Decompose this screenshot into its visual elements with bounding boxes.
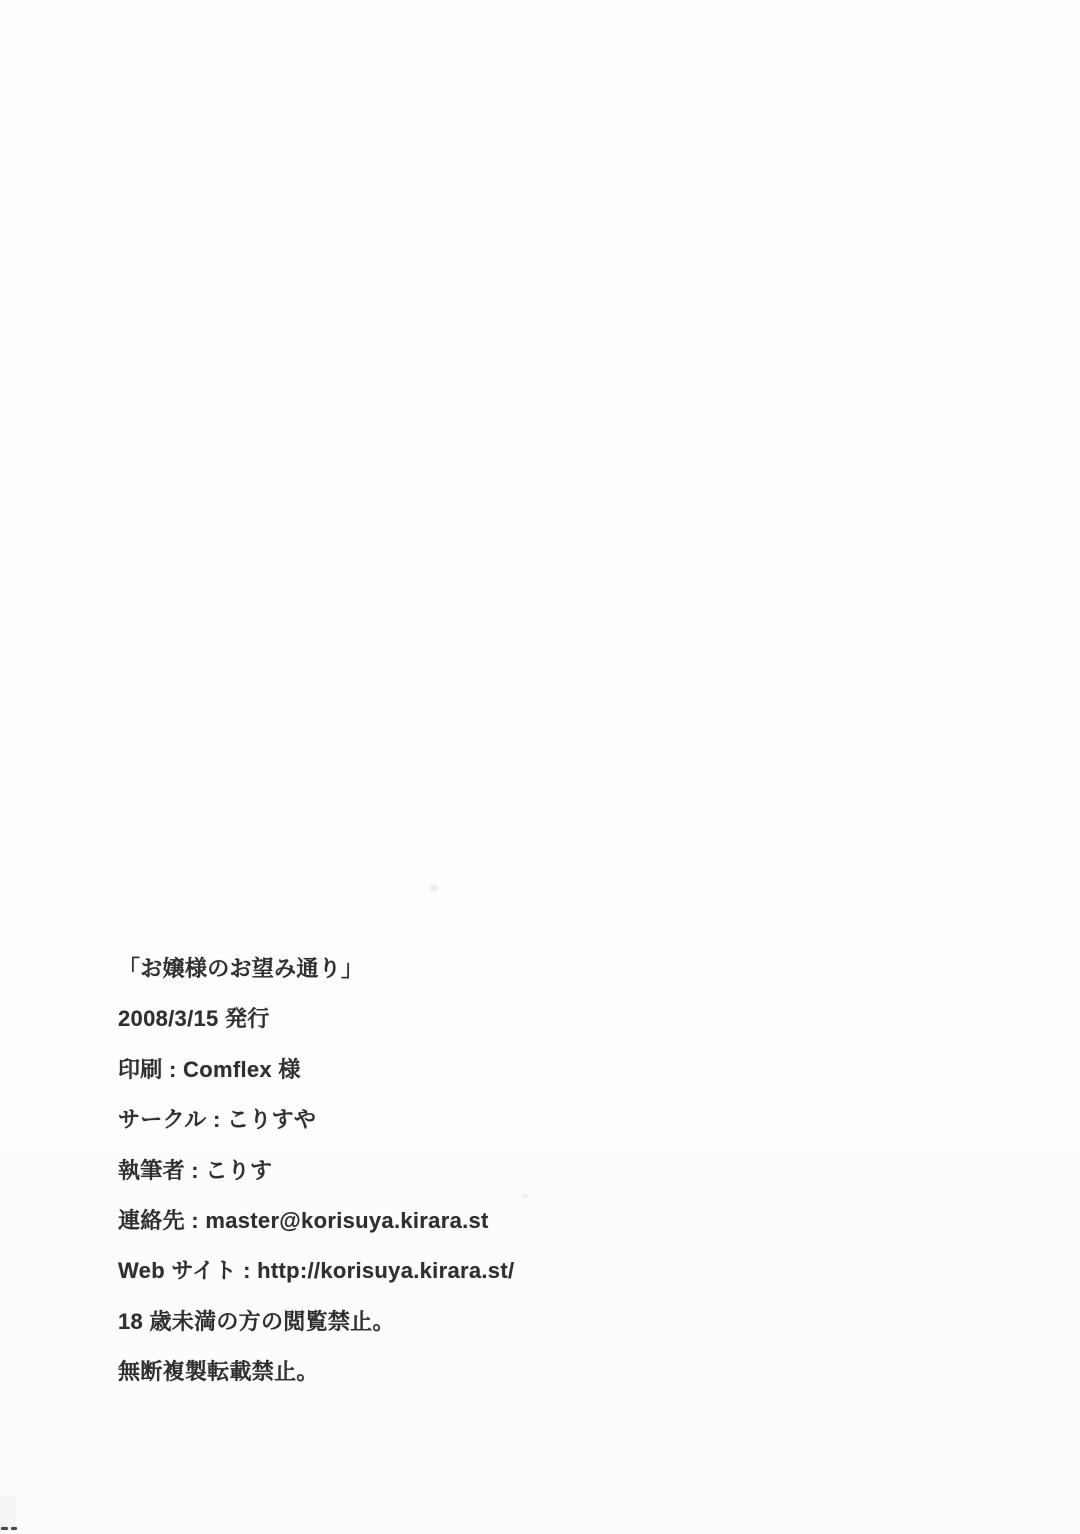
age-restriction-note: 18 歳未満の方の閲覧禁止。 xyxy=(118,1308,395,1334)
no-reproduction-note: 無断複製転載禁止。 xyxy=(118,1359,319,1385)
circle-name: サークル : こりすや xyxy=(118,1107,317,1133)
contact-email: 連絡先 : master@korisuya.kirara.st xyxy=(118,1207,489,1233)
doujin-title: 「お嬢様のお望み通り」 xyxy=(118,956,364,981)
author-name: 執筆者 : こりす xyxy=(118,1157,273,1183)
printer-credit: 印刷 : Comflex 様 xyxy=(118,1056,301,1082)
website-url: Web サイト : http://korisuya.kirara.st/ xyxy=(118,1258,515,1284)
scan-speck xyxy=(522,1193,528,1198)
scan-corner-mark xyxy=(1,1527,8,1530)
scan-corner-mark xyxy=(11,1527,17,1530)
scan-speck xyxy=(430,885,438,891)
colophon-block xyxy=(118,944,514,1398)
publish-date: 2008/3/15 発行 xyxy=(118,1006,270,1032)
scan-corner-shade xyxy=(0,1496,16,1530)
